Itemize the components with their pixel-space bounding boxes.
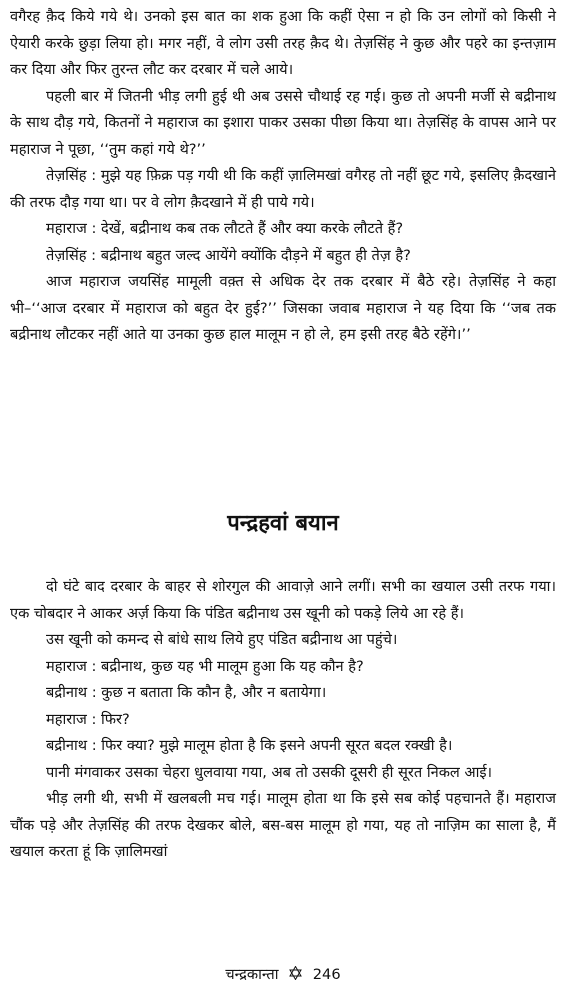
- paragraph: उस खूनी को कमन्द से बांधे साथ लिये हुए पंडित बद्रीनाथ आ पहुंचे।: [46, 631, 398, 648]
- book-title: चन्द्रकान्ता: [225, 966, 279, 983]
- dialogue-paragraph: महाराज : देखें, बद्रीनाथ कब तक लौटते हैं और क्या करके लौटते हैं?: [46, 220, 404, 237]
- dialogue-paragraph: तेज़सिंह : बद्रीनाथ बहुत जल्द आयेंगे क्योंकि दौड़ने में बहुत ही तेज़ है?: [46, 246, 411, 264]
- dialogue-paragraph: तेज़सिंह : मुझे यह फ़िक्र पड़ गयी थी कि कहीं ज़ालिमखां वगैरह तो नहीं छूट गये, इसलिए क़ैदखाने की तरफ दौड़ गया था। पर वे लोग क़ैदखाने में ही पाये गये।: [10, 167, 556, 211]
- paragraph: भीड़ लगी थी, सभी में खलबली मच गई। मालूम होता था कि इसे सब कोई पहचानते हैं। महाराज चौंक पड़े और तेज़सिंह की तरफ देखकर बोले, बस-बस मालूम हो गया, यह तो नाज़िम का साला है, मैं खयाल करता हूं कि ज़ालिमखां: [10, 790, 556, 860]
- chapter-heading: पन्द्रहवां बयान: [227, 511, 339, 536]
- dialogue-paragraph: महाराज : फिर?: [46, 710, 130, 728]
- paragraph: पहली बार में जितनी भीड़ लगी हुई थी अब उससे चौथाई रह गई। कुछ तो अपनी मर्जी से बद्रीनाथ के साथ दौड़ गये, कितनों ने महाराज का इशारा पाकर उसका पीछा किया था। तेज़सिंह के वापस आने पर महाराज ने पूछा, ‘‘तुम कहां गये थे?’’: [10, 87, 556, 158]
- paragraph: पानी मंगवाकर उसका चेहरा धुलवाया गया, अब तो उसकी दूसरी ही सूरत निकल आई।: [46, 763, 493, 781]
- paragraph: वगैरह क़ैद किये गये थे। उनको इस बात का शक हुआ कि कहीं ऐसा न हो कि उन लोगों को किसी ने ऐयारी करके छुड़ा लिया हो। मगर नहीं, वे लोग उसी तरह क़ैद थे। तेज़सिंह ने कुछ और पहरे का इन्तज़ाम कर दिया और फिर तुरन्त लौट कर दरबार में चले आये।: [10, 8, 556, 78]
- dialogue-paragraph: बद्रीनाथ : कुछ न बताता कि कौन है, और न बतायेगा।: [46, 684, 327, 701]
- paragraph: दो घंटे बाद दरबार के बाहर से शोरगुल की आवाज़े आने लगीं। सभी का खयाल उसी तरफ गया। एक चोबदार ने आकर अर्ज़ किया कि पंडित बद्रीनाथ उस खूनी को पकड़े लिये आ रहे हैं।: [10, 578, 556, 622]
- page-footer: [0, 962, 566, 988]
- text-block-before-heading: [10, 4, 556, 349]
- dialogue-paragraph: महाराज : बद्रीनाथ, कुछ यह भी मालूम हुआ कि यह कौन है?: [46, 657, 364, 675]
- dialogue-paragraph: बद्रीनाथ : फिर क्या? मुझे मालूम होता है कि इसने अपनी सूरत बदल रक्खी है।: [46, 737, 453, 754]
- star-of-david-icon: [289, 962, 302, 988]
- page-number: 246: [312, 966, 341, 983]
- text-block-after-heading: [10, 574, 556, 866]
- paragraph: आज महाराज जयसिंह मामूली वक़्त से अधिक देर तक दरबार में बैठे रहे। तेज़सिंह ने कहा भी–‘‘आज दरबार में महाराज को बहुत देर हुई?’’ जिसका जवाब महाराज ने यह दिया कि ‘‘जब तक बद्रीनाथ लौटकर नहीं आते या उनका कुछ हाल मालूम न हो ले, हम इसी तरह बैठे रहेंगे।’’: [10, 273, 556, 343]
